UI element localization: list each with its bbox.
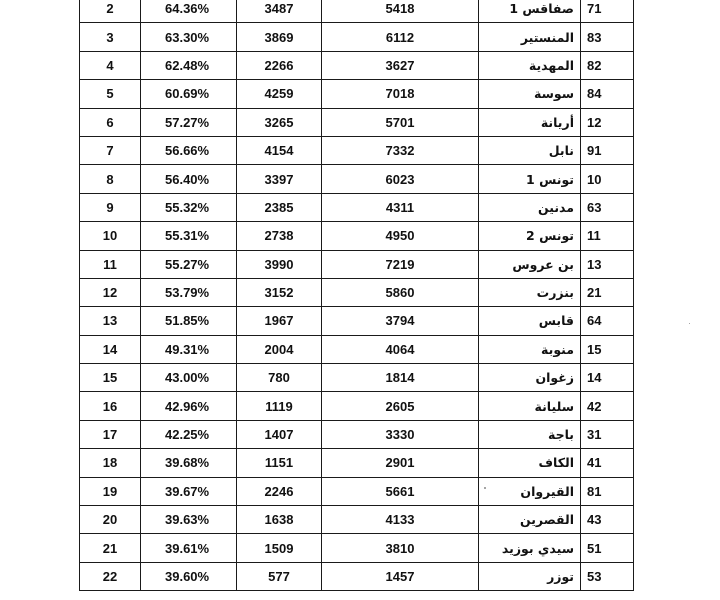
region-code-cell: 15 [581,335,634,363]
count-a-cell: 3990 [237,250,322,278]
rank-cell: 16 [80,392,141,420]
region-name-cell: أريانة [479,108,581,136]
count-a-cell: 3397 [237,165,322,193]
count-b-cell: 3330 [322,420,479,448]
count-a-cell: 1151 [237,449,322,477]
region-name-cell: بنزرت [479,278,581,306]
region-code-cell: 53 [581,562,634,590]
region-code-cell: 14 [581,364,634,392]
percent-cell: 51.85% [141,307,237,335]
percent-cell: 56.66% [141,136,237,164]
table-row [80,392,634,420]
count-b-cell: 7332 [322,136,479,164]
table-row [80,51,634,79]
percent-cell: 62.48% [141,51,237,79]
count-a-cell: 2004 [237,335,322,363]
region-name-cell: نابل [479,136,581,164]
region-name-cell: مدنين [479,193,581,221]
region-code-cell: 31 [581,420,634,448]
count-b-cell: 7018 [322,80,479,108]
table-row [80,193,634,221]
table-row [80,506,634,534]
count-b-cell: 3810 [322,534,479,562]
rank-cell: 18 [80,449,141,477]
table-row [80,307,634,335]
count-b-cell: 1814 [322,364,479,392]
region-code-cell: 42 [581,392,634,420]
percent-cell: 39.63% [141,506,237,534]
count-b-cell: 2901 [322,449,479,477]
region-code-cell: 11 [581,222,634,250]
table-row [80,278,634,306]
count-a-cell: 1967 [237,307,322,335]
table-row [80,420,634,448]
percent-cell: 57.27% [141,108,237,136]
table-row [80,23,634,51]
table-row [80,222,634,250]
table-row [80,165,634,193]
count-b-cell: 6023 [322,165,479,193]
rank-cell: 6 [80,108,141,136]
count-b-cell: 4064 [322,335,479,363]
count-b-cell: 1457 [322,562,479,590]
rank-cell: 2 [80,0,141,23]
rank-cell: 17 [80,420,141,448]
count-a-cell: 1119 [237,392,322,420]
percent-cell: 42.25% [141,420,237,448]
rank-cell: 9 [80,193,141,221]
region-code-cell: 63 [581,193,634,221]
region-code-cell: 81 [581,477,634,505]
count-b-cell: 5661 [322,477,479,505]
count-b-cell: 5701 [322,108,479,136]
region-name-cell: القصرين [479,506,581,534]
region-name-cell: المهدية [479,51,581,79]
region-code-cell: 12 [581,108,634,136]
count-b-cell: 4133 [322,506,479,534]
results-table-container [79,0,633,591]
region-name-cell: صفاقس 1 [479,0,581,23]
count-a-cell: 3152 [237,278,322,306]
count-a-cell: 2246 [237,477,322,505]
region-name-cell: زغوان [479,364,581,392]
scan-speck [689,323,690,324]
region-code-cell: 64 [581,307,634,335]
rank-cell: 21 [80,534,141,562]
rank-cell: 12 [80,278,141,306]
count-a-cell: 1638 [237,506,322,534]
count-a-cell: 2738 [237,222,322,250]
count-b-cell: 5418 [322,0,479,23]
count-b-cell: 6112 [322,23,479,51]
region-name-cell: تونس 2 [479,222,581,250]
count-a-cell: 3265 [237,108,322,136]
count-b-cell: 4311 [322,193,479,221]
count-a-cell: 4154 [237,136,322,164]
percent-cell: 60.69% [141,80,237,108]
region-name-cell: القيروان [479,477,581,505]
region-name-cell: المنستير [479,23,581,51]
region-code-cell: 83 [581,23,634,51]
rank-cell: 7 [80,136,141,164]
rank-cell: 19 [80,477,141,505]
percent-cell: 49.31% [141,335,237,363]
table-row [80,364,634,392]
table-row [80,250,634,278]
percent-cell: 43.00% [141,364,237,392]
table-row [80,534,634,562]
region-code-cell: 21 [581,278,634,306]
region-name-cell: باجة [479,420,581,448]
count-a-cell: 780 [237,364,322,392]
region-code-cell: 82 [581,51,634,79]
table-row [80,562,634,590]
region-code-cell: 43 [581,506,634,534]
rank-cell: 4 [80,51,141,79]
region-code-cell: 10 [581,165,634,193]
count-a-cell: 4259 [237,80,322,108]
percent-cell: 64.36% [141,0,237,23]
region-code-cell: 51 [581,534,634,562]
count-a-cell: 3869 [237,23,322,51]
count-b-cell: 3627 [322,51,479,79]
rank-cell: 10 [80,222,141,250]
percent-cell: 39.67% [141,477,237,505]
table-row [80,80,634,108]
region-name-cell: تونس 1 [479,165,581,193]
region-code-cell: 71 [581,0,634,23]
rank-cell: 13 [80,307,141,335]
percent-cell: 42.96% [141,392,237,420]
region-name-cell: بن عروس [479,250,581,278]
region-name-cell: توزر [479,562,581,590]
percent-cell: 55.27% [141,250,237,278]
percent-cell: 56.40% [141,165,237,193]
percent-cell: 39.60% [141,562,237,590]
scan-speck [484,487,486,489]
count-b-cell: 4950 [322,222,479,250]
rank-cell: 5 [80,80,141,108]
region-code-cell: 41 [581,449,634,477]
percent-cell: 63.30% [141,23,237,51]
count-a-cell: 2266 [237,51,322,79]
rank-cell: 20 [80,506,141,534]
region-name-cell: منوبة [479,335,581,363]
rank-cell: 8 [80,165,141,193]
count-a-cell: 2385 [237,193,322,221]
percent-cell: 39.61% [141,534,237,562]
table-row [80,477,634,505]
count-a-cell: 1509 [237,534,322,562]
rank-cell: 22 [80,562,141,590]
count-a-cell: 1407 [237,420,322,448]
region-name-cell: الكاف [479,449,581,477]
region-name-cell: سليانة [479,392,581,420]
count-b-cell: 7219 [322,250,479,278]
region-code-cell: 13 [581,250,634,278]
rank-cell: 11 [80,250,141,278]
region-name-cell: سيدي بوزيد [479,534,581,562]
table-row [80,0,634,23]
rank-cell: 3 [80,23,141,51]
rank-cell: 14 [80,335,141,363]
table-row [80,108,634,136]
percent-cell: 55.32% [141,193,237,221]
rank-cell: 15 [80,364,141,392]
percent-cell: 53.79% [141,278,237,306]
table-row [80,335,634,363]
count-a-cell: 577 [237,562,322,590]
percent-cell: 55.31% [141,222,237,250]
results-table-body [80,0,634,591]
region-code-cell: 84 [581,80,634,108]
results-table [79,0,634,591]
count-b-cell: 5860 [322,278,479,306]
count-a-cell: 3487 [237,0,322,23]
count-b-cell: 2605 [322,392,479,420]
region-code-cell: 91 [581,136,634,164]
region-name-cell: سوسة [479,80,581,108]
table-row [80,449,634,477]
percent-cell: 39.68% [141,449,237,477]
count-b-cell: 3794 [322,307,479,335]
table-row [80,136,634,164]
region-name-cell: قابس [479,307,581,335]
